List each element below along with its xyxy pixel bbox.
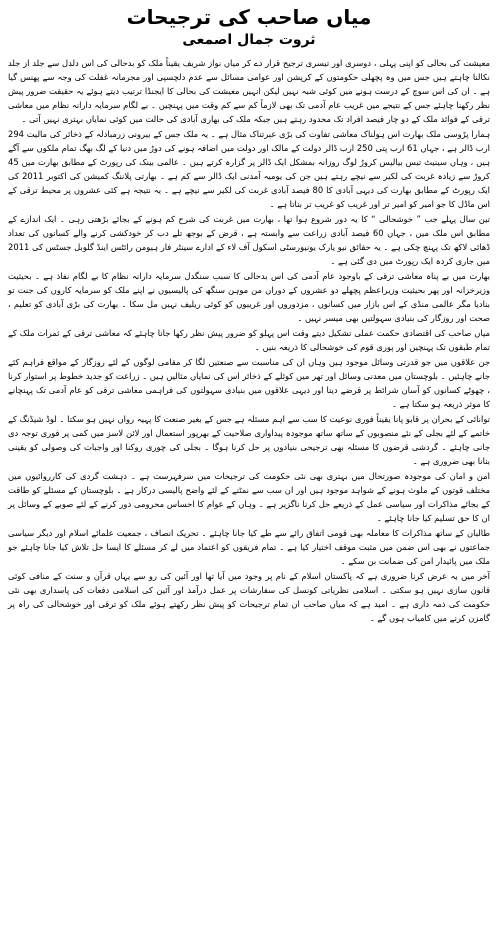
article-paragraph: بھارت میں بے پناہ معاشی ترقی کے باوجود عام آدمی کی اس بدحالی کا سبب سنگدل سرمایہ دارانہ نظام کا بے لگام نفاذ ہے ۔ بحیثیت وزیرخزانہ اور پھر بحیثیت وزیراعظم پچھلے دو عشروں کے دوران من موہن سنگھ کی پالیسیوں نے اپنے ملک کو سرمایہ کاروں کی جنت تو بنادیا مگر عالمی منڈی کے اس بازار میں کسانوں ، مزدوروں اور غریبوں کو کوئی ریلیف نہیں مل سکا ۔ بھارت کی بڑی آبادی کو تعلیم ، صحت اور روزگار کی بنیادی سہولتیں بھی میسر نہیں ۔	[8, 271, 490, 323]
article-paragraph: توانائی کے بحران پر قابو پانا یقیناً فوری نوعیت کا سب سے اہم مسئلہ ہے جس کے بغیر صنعت کا پہیہ رواں نہیں ہو سکتا ۔ لوڈ شیڈنگ کے خاتمے کے لئے بجلی کے نئے منصوبوں کے ساتھ ساتھ موجودہ پیداواری صلاحیت کے بھرپور استعمال اور لائن لاسز میں کمی پر فوری توجہ دی جانی چاہئے ۔ گردشی قرضوں کا مسئلہ بھی ترجیحی بنیادوں پر حل کرنا ہوگا ۔ بجلی کی چوری روکنا اور واجبات کی وصولی کو یقینی بنانا بھی ضروری ہے ۔	[8, 414, 490, 466]
article-author: ثروت جمال اصمعی	[182, 32, 316, 48]
article-paragraph: تین سال پہلے جب ” خوشحالی “ کا یہ دور شروع ہوا تھا ، بھارت میں غربت کی شرح کم ہونے کے بجائے بڑھتی رہی ۔ ایک اندازے کے مطابق اس ملک میں ، جہاں 60 فیصد آبادی زراعت سے وابستہ ہے ، قرض کے بوجھ تلے دب کر خودکشی کرنے والے کسانوں کی تعداد ڈھائی لاکھ تک پہنچ چکی ہے ۔ یہ حقائق نیو یارک یونیورسٹی اسکول آف لاء کے ادارے سینٹر فار ہیومن رائٹس اینڈ گلوبل جسٹس کی 2011 میں جاری کردہ ایک رپورٹ میں دی گئی ہے ۔	[8, 214, 490, 266]
article-paragraph: جن علاقوں میں جو قدرتی وسائل موجود ہیں وہاں ان کی مناسبت سے صنعتیں لگا کر مقامی لوگوں کے لئے روزگار کے مواقع فراہم کئے جانے چاہئیں ۔ بلوچستان میں معدنی وسائل اور تھر میں کوئلے کے ذخائر اس کی نمایاں مثالیں ہیں ۔ زراعت کو جدید خطوط پر استوار کرنا ، چھوٹے کسانوں کو آسان شرائط پر قرضے دینا اور دیہی علاقوں میں بنیادی سہولتوں کی فراہمی معاشی ترقی کو عام آدمی تک پہنچانے کا موثر ذریعہ ہو سکتا ہے ۔	[8, 357, 490, 409]
article-paragraph: میاں صاحب کی اقتصادی حکمت عملی تشکیل دیتے وقت اس پہلو کو ضرور پیش نظر رکھا جانا چاہئے کہ معاشی ترقی کے ثمرات ملک کے تمام طبقوں تک پہنچیں اور پوری قوم کی خوشحالی کا ذریعہ بنیں ۔	[8, 328, 490, 352]
article-paragraph: طالبان کے ساتھ مذاکرات کا معاملہ بھی قومی اتفاق رائے سے طے کیا جانا چاہئے ۔ تحریک انصاف ، جمعیت علمائے اسلام اور دیگر سیاسی جماعتوں نے بھی اس ضمن میں مثبت موقف اختیار کیا ہے ۔ تمام فریقوں کو اعتماد میں لے کر مسئلے کا ایسا حل تلاش کیا جانا چاہئے جو ملک میں پائیدار امن کی ضمانت بن سکے ۔	[8, 528, 490, 566]
article-paragraph: ہمارا پڑوسی ملک بھارت اس ہولناک معاشی تفاوت کی بڑی عبرتناک مثال ہے ۔ یہ ملک جس کے بیرونی زرمبادلہ کے ذخائر کی مالیت 294 ارب ڈالر ہے ، جہاں 61 ارب پتی 250 ارب ڈالر دولت کے مالک اور دولت میں اضافہ ہونے کی دوڑ میں دنیا کے لگ بھگ تمام ملکوں سے آگے ہیں ، وہاں سینیٹ تیس بیالیس کروڑ لوگ روزانہ بمشکل ایک ڈالر پر گزارہ کرتے ہیں ۔ عالمی بینک کی رپورٹ کے مطابق بھارت میں 45 کروڑ سے زیادہ غربت کی لکیر سے نیچے رہتے ہیں جن کی یومیہ آمدنی ایک ڈالر سے کم ہے ۔ بھارتی پلاننگ کمیشن کی اکتوبر 2011 کی ایک رپورٹ کے مطابق بھارت کی دیہی آبادی کا 80 فیصد آبادی غربت کی لکیر سے نیچے ہے ۔ یہ نتیجہ ہے کئی عشروں پر محیط ترقی کے اس ماڈل کا جو امیر کو امیر تر اور غریب کو غریب تر بناتا ہے ۔	[8, 129, 490, 209]
article-body	[8, 56, 490, 625]
article-paragraph: آخر میں یہ عرض کرنا ضروری ہے کہ پاکستان اسلام کے نام پر وجود میں آیا تھا اور آئین کی رو سے یہاں قرآن و سنت کے منافی کوئی قانون سازی نہیں ہو سکتی ۔ اسلامی نظریاتی کونسل کی سفارشات پر عمل درآمد اور آئین کی اسلامی دفعات کی پاسداری بھی نئی حکومت کی ذمہ داری ہے ۔ امید ہے کہ میاں صاحب ان تمام ترجیحات کو پیش نظر رکھتے ہوئے ملک کو ترقی اور خوشحالی کی راہ پر گامزن کرنے میں کامیاب ہوں گے ۔	[8, 571, 490, 623]
article-paragraph: معیشت کی بحالی کو اپنی پہلی ، دوسری اور تیسری ترجیح قرار دے کر میاں نواز شریف یقیناً ملک کو بدحالی کی اس دلدل سے جلد از جلد نکالنا چاہتے ہیں جس میں وہ پچھلی حکومتوں کے کرپشن اور عوامی مسائل سے عدم دلچسپی اور مجرمانہ غفلت کی وجہ سے پھنس گیا ہے ۔ ان کی اس سوچ کے درست ہونے میں کوئی شبہ نہیں لیکن انہیں معیشت کی بحالی کا ایجنڈا ترتیب دیتے ہوئے یہ حقیقت ضرور پیش نظر رکھنا چاہئے جس کے نتیجے میں غریب عام آدمی تک بھی لازماً کم سے کم وقت میں پہنچیں ۔ بے لگام سرمایہ دارانہ نظام میں معاشی ترقی کے فوائد ملک کے دو چار فیصد افراد تک محدود رہتے ہیں جبکہ ملک کی بھاری آبادی کی حالت میں کوئی نمایاں بہتری نہیں آتی ۔	[8, 58, 490, 124]
article-paragraph: امن و امان کی موجودہ صورتحال میں بہتری بھی نئی حکومت کی ترجیحات میں سرفہرست ہے ۔ دہشت گردی کی کارروائیوں میں مختلف قوتوں کے ملوث ہونے کے شواہد موجود ہیں اور ان سب سے نمٹنے کے لئے واضح پالیسی درکار ہے ۔ بلوچستان کے مسئلے کو طاقت کے بجائے مذاکرات اور سیاسی عمل کے ذریعے حل کرنا ناگزیر ہے ۔ وہاں کے عوام کا احساس محرومی دور کرنے کے لئے صوبے کے وسائل پر ان کا حق تسلیم کیا جانا چاہئے ۔	[8, 471, 490, 523]
article-title: میاں صاحب کی ترجیحات	[126, 5, 372, 29]
